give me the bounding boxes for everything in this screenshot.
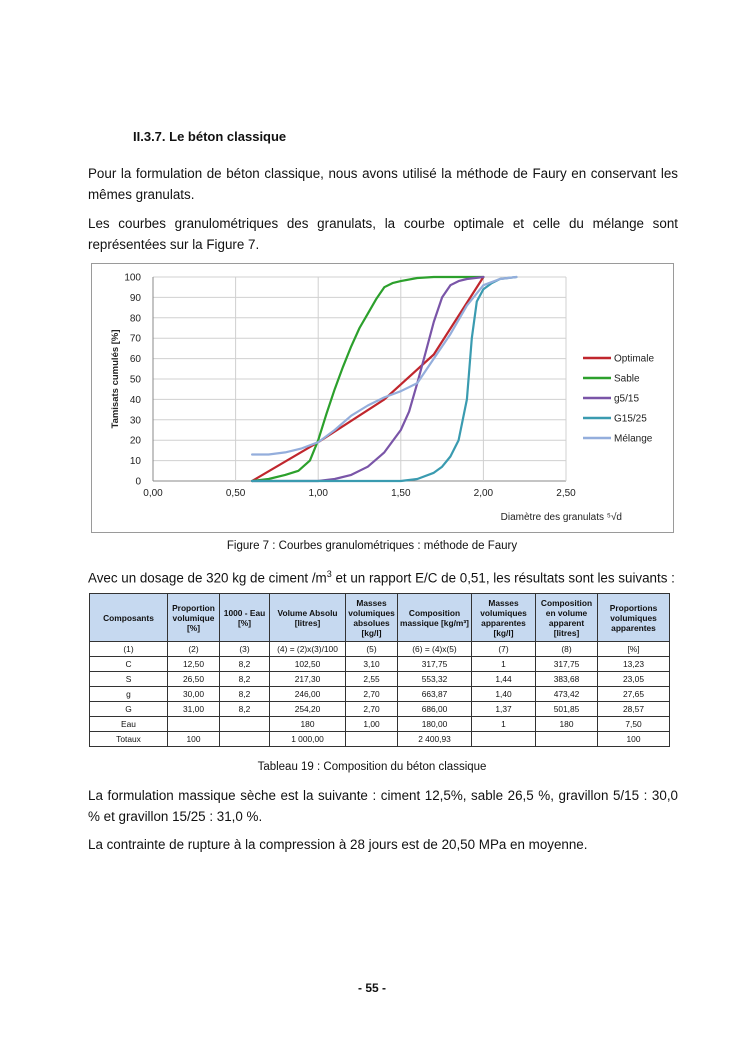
table-cell: 100 xyxy=(168,732,220,747)
y-tick-label: 70 xyxy=(129,333,141,345)
table-cell: g xyxy=(90,687,168,702)
y-tick-label: 10 xyxy=(129,456,141,468)
table-cell: 7,50 xyxy=(598,717,670,732)
table-cell: (2) xyxy=(168,642,220,657)
table-cell: S xyxy=(90,672,168,687)
granulometry-chart xyxy=(92,264,673,532)
x-axis-label: Diamètre des granulats ⁵√d xyxy=(500,512,622,523)
table-cell: 1 xyxy=(472,657,536,672)
table-cell: 180 xyxy=(270,717,346,732)
table-cell: 3,10 xyxy=(346,657,398,672)
table-cell: 1,40 xyxy=(472,687,536,702)
table-cell: 102,50 xyxy=(270,657,346,672)
table-cell xyxy=(346,732,398,747)
table-row xyxy=(90,732,670,747)
legend-entry: g5/15 xyxy=(614,393,640,405)
x-tick-label: 1,00 xyxy=(308,488,328,499)
table-cell: 1 000,00 xyxy=(270,732,346,747)
table-cell: 12,50 xyxy=(168,657,220,672)
table-cell xyxy=(536,732,598,747)
table-cell: 1,37 xyxy=(472,702,536,717)
table-cell: 501,85 xyxy=(536,702,598,717)
table-cell: 26,50 xyxy=(168,672,220,687)
table-cell: 31,00 xyxy=(168,702,220,717)
table-cell: 246,00 xyxy=(270,687,346,702)
dosage-exponent: 3 xyxy=(326,569,332,579)
table-cell xyxy=(220,732,270,747)
y-tick-label: 40 xyxy=(129,394,141,406)
table-cell xyxy=(220,717,270,732)
y-tick-label: 90 xyxy=(129,292,141,304)
table-cell: 2,70 xyxy=(346,702,398,717)
paragraph-intro: Pour la formulation de béton classique, nous avons utilisé la méthode de Faury en conservant les mêmes granulats. xyxy=(88,166,678,202)
x-tick-label: 1,50 xyxy=(391,488,411,499)
table-cell: 180,00 xyxy=(398,717,472,732)
table-cell: 2,70 xyxy=(346,687,398,702)
table-header-cell: Composants xyxy=(90,594,168,642)
x-tick-label: 2,00 xyxy=(473,488,494,499)
y-tick-label: 0 xyxy=(135,476,141,488)
table-header-row xyxy=(90,594,670,642)
dosage-text-before: Avec un dosage de 320 kg de ciment /m xyxy=(88,570,327,586)
paragraph-dosage xyxy=(88,564,678,588)
table-header-cell: Proportions volumiques apparentes xyxy=(598,594,670,642)
table-cell: G xyxy=(90,702,168,717)
table-cell: (7) xyxy=(472,642,536,657)
y-tick-label: 20 xyxy=(129,435,141,447)
table-cell: (5) xyxy=(346,642,398,657)
table-header-cell: Composition massique [kg/m³] xyxy=(398,594,472,642)
table-cell: 8,2 xyxy=(220,702,270,717)
table-cell: 383,68 xyxy=(536,672,598,687)
table-body xyxy=(90,642,670,747)
table-cell: 8,2 xyxy=(220,672,270,687)
table-cell: 553,32 xyxy=(398,672,472,687)
table-row xyxy=(90,642,670,657)
dosage-text-after: et un rapport E/C de 0,51, les résultats sont les suivants : xyxy=(331,570,675,586)
table-header-cell: Masses volumiques absolues [kg/l] xyxy=(346,594,398,642)
y-axis-label: Tamisats cumulés [%] xyxy=(110,329,121,429)
table-row xyxy=(90,717,670,732)
legend-entry: Mélange xyxy=(614,433,653,445)
section-heading: II.3.7. Le béton classique xyxy=(133,129,287,144)
y-tick-label: 60 xyxy=(129,354,141,366)
table-cell: 1,00 xyxy=(346,717,398,732)
paragraph-curves: Les courbes granulométriques des granulats, la courbe optimale et celle du mélange sont représentées sur la Figure 7. xyxy=(88,216,678,252)
paragraph-strength: La contrainte de rupture à la compression à 28 jours est de 20,50 MPa en moyenne. xyxy=(88,837,588,852)
table-cell: 254,20 xyxy=(270,702,346,717)
legend-entry: Sable xyxy=(614,373,640,385)
page-number: - 55 - xyxy=(357,981,386,995)
table-cell: 8,2 xyxy=(220,687,270,702)
table-row xyxy=(90,702,670,717)
x-tick-label: 2,50 xyxy=(556,488,576,499)
table-cell: 473,42 xyxy=(536,687,598,702)
x-tick-label: 0,00 xyxy=(143,488,163,499)
table-cell: C xyxy=(90,657,168,672)
figure-caption: Figure 7 : Courbes granulométriques : méthode de Faury xyxy=(226,540,518,552)
table-cell: 100 xyxy=(598,732,670,747)
table-cell: 2,55 xyxy=(346,672,398,687)
table-row xyxy=(90,657,670,672)
table-cell: 317,75 xyxy=(536,657,598,672)
table-cell: [%] xyxy=(598,642,670,657)
y-tick-label: 30 xyxy=(129,415,141,427)
table-cell: 23,05 xyxy=(598,672,670,687)
table-cell: 13,23 xyxy=(598,657,670,672)
table-cell: 686,00 xyxy=(398,702,472,717)
y-tick-label: 80 xyxy=(129,313,141,325)
table-cell: 217,30 xyxy=(270,672,346,687)
table-cell: (8) xyxy=(536,642,598,657)
table-caption: Tableau 19 : Composition du béton classique xyxy=(257,761,487,773)
table-header-cell: Composition en volume apparent [litres] xyxy=(536,594,598,642)
table-cell xyxy=(168,717,220,732)
table-header-cell: Proportion volumique [%] xyxy=(168,594,220,642)
table-row xyxy=(90,687,670,702)
table-cell: (6) = (4)x(5) xyxy=(398,642,472,657)
table-cell: (4) = (2)x(3)/100 xyxy=(270,642,346,657)
table-cell: 27,65 xyxy=(598,687,670,702)
table-header-cell: 1000 - Eau [%] xyxy=(220,594,270,642)
table-cell: 180 xyxy=(536,717,598,732)
table-cell: 663,87 xyxy=(398,687,472,702)
paragraph-formulation: La formulation massique sèche est la suivante : ciment 12,5%, sable 26,5 %, gravillon 5/15 : 30,0 % et gravillon 15/25 : 31,0 %. xyxy=(88,788,678,824)
legend-entry: G15/25 xyxy=(614,413,647,425)
table-cell: 30,00 xyxy=(168,687,220,702)
table-cell: (1) xyxy=(90,642,168,657)
table-cell: 8,2 xyxy=(220,657,270,672)
y-tick-label: 100 xyxy=(124,272,141,284)
table-header-cell: Masses volumiques apparentes [kg/l] xyxy=(472,594,536,642)
table-cell: 1,44 xyxy=(472,672,536,687)
table-row xyxy=(90,672,670,687)
table-cell: 1 xyxy=(472,717,536,732)
chart-frame xyxy=(91,263,674,533)
table-cell: Eau xyxy=(90,717,168,732)
x-tick-label: 0,50 xyxy=(225,488,246,499)
composition-table xyxy=(89,593,670,747)
table-cell xyxy=(472,732,536,747)
table-cell: Totaux xyxy=(90,732,168,747)
table-cell: 2 400,93 xyxy=(398,732,472,747)
table-header-cell: Volume Absolu [litres] xyxy=(270,594,346,642)
y-tick-label: 50 xyxy=(129,374,141,386)
legend-entry: Optimale xyxy=(614,353,655,365)
table-cell: (3) xyxy=(220,642,270,657)
table-cell: 28,57 xyxy=(598,702,670,717)
table-cell: 317,75 xyxy=(398,657,472,672)
